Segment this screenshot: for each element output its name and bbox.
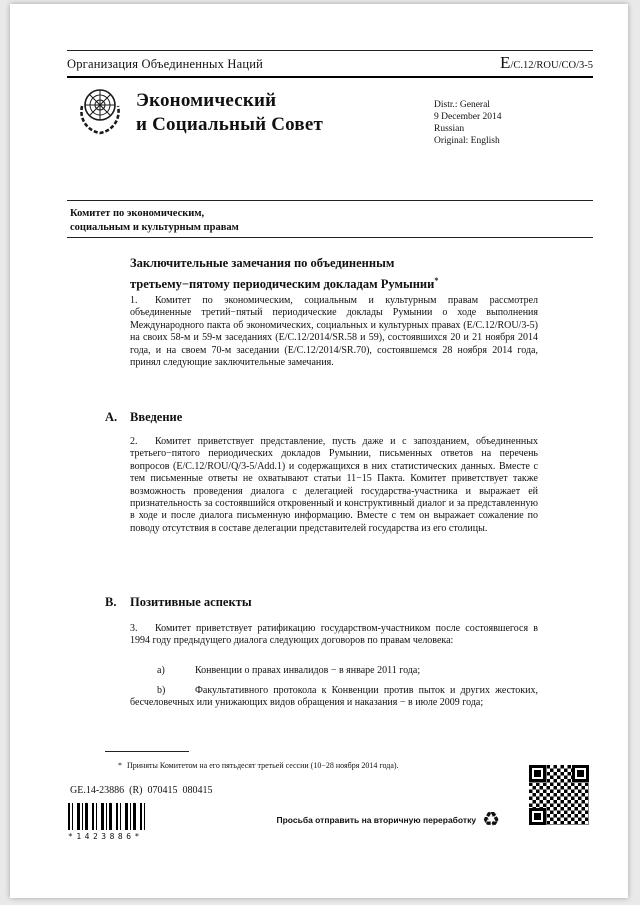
list-item-a (130, 665, 538, 677)
barcode-block (68, 803, 152, 841)
qr-finder-bottom-left (529, 808, 546, 825)
document-title (130, 254, 550, 293)
paragraph-3-number: 3. (130, 623, 138, 634)
qr-code-icon (529, 765, 589, 825)
document-title-line2: третьему−пятому периодическим докладам Румынии* (130, 276, 439, 292)
paragraph-3-text: Комитет приветствует ратификацию государством-участником после состоявшегося в 1994 году предыдущего диалога следующих договоров по правам человека: (130, 623, 538, 647)
council-title (136, 89, 323, 137)
paragraph-1 (130, 295, 538, 369)
date-line: 9 December 2014 (434, 112, 502, 122)
council-title-line1: Экономический (136, 90, 277, 111)
paragraph-3 (130, 623, 538, 648)
document-page (10, 4, 628, 898)
section-b-letter: B. (105, 595, 117, 609)
qr-finder-top-right (572, 765, 589, 782)
barcode-text: *1423886* (68, 832, 143, 841)
distr-line: Distr.: General (434, 100, 490, 110)
committee-name (70, 207, 239, 234)
recycle-notice (250, 810, 500, 830)
footnote-separator-rule (105, 751, 189, 752)
paragraph-1-text: Комитет по экономическим, социальным и культурным правам рассмотрел объединенные третий−пятый периодические доклады Румынии о ходе выполнения Международного пакта об экономических, социальных и культурных правах (E/C.12/ROU/3-5) на своих 58-м и 59-м заседаниях (E/C.12/2014/SR.58 и 59), состоявшихся 20 и 21 ноября 2014 года, и на своем 70-м заседании (E/C.12/2014/SR.70), состоявшемся 28 ноября 2014 года, принял следующие заключительные замечания. (130, 295, 538, 369)
section-b-title: Позитивные аспекты (130, 595, 252, 609)
footnote (105, 761, 550, 771)
committee-bottom-rule (67, 237, 593, 238)
list-item-b-label: b) (157, 685, 166, 696)
qr-finder-top-left (529, 765, 546, 782)
document-header (67, 53, 593, 73)
header-thick-rule (67, 76, 593, 78)
paragraph-2 (130, 436, 538, 535)
list-item-a-label: a) (157, 665, 165, 676)
committee-top-rule (67, 200, 593, 201)
document-title-line1: Заключительные замечания по объединенным (130, 256, 395, 270)
section-a-heading (105, 410, 538, 425)
council-title-line2: и Социальный Совет (136, 114, 324, 135)
document-symbol (500, 53, 593, 73)
paragraph-2-text: Комитет приветствует представление, пусть даже и с запозданием, объединенных третьего−пятого периодических докладов Румынии, письменных ответов на перечень вопросов (E/C.12/ROU/Q/3-5/Add.1) и содержащихся в них статистических данных. Вместе с тем письменные ответы не охватывают статьи 11−15 Пакта. Комитет приветствует также возможность проведения диалога с делегацией государства-участника и выражает ей признательность за состоявшийся откровенный и конструктивный диалог и за представленную в ходе и после диалога письменную информацию. Вместе с тем он выражает сожаление по поводу отсутствия в составе делегации представителей государства из его столицы. (130, 436, 538, 534)
paragraph-1-number: 1. (130, 295, 138, 306)
list-item-b (130, 685, 538, 710)
list-item-b-text: Факультативного протокола к Конвенции против пыток и других жестоких, бесчеловечных или унижающих видов обращения и наказания − в июле 2009 года; (130, 685, 538, 709)
un-emblem-icon (74, 84, 126, 136)
list-item-a-text: Конвенции о правах инвалидов − в январе 2011 года; (195, 665, 421, 676)
section-b-heading (105, 595, 538, 610)
recycle-text: Просьба отправить на вторичную переработку (276, 815, 477, 825)
title-footnote-marker: * (434, 276, 439, 285)
ge-distribution-number: GE.14-23886 (R) 070415 080415 (70, 785, 213, 796)
footnote-text: Приняты Комитетом на его пятьдесят третьей сессии (10−28 ноября 2014 года). (127, 761, 399, 770)
section-a-letter: A. (105, 410, 118, 424)
header-top-rule (67, 50, 593, 51)
section-a-title: Введение (130, 410, 183, 424)
distribution-block (434, 99, 502, 147)
committee-name-line2: социальным и культурным правам (70, 221, 239, 233)
barcode-icon (68, 803, 148, 830)
original-language-line: Original: English (434, 136, 500, 146)
footnote-marker: * (118, 761, 122, 770)
paragraph-2-number: 2. (130, 436, 138, 447)
symbol-rest: /C.12/ROU/CO/3-5 (510, 60, 593, 71)
symbol-letter: E (500, 53, 511, 72)
recycle-icon: ♻ (482, 809, 500, 831)
organization-name: Организация Объединенных Наций (67, 57, 264, 71)
language-line: Russian (434, 124, 465, 134)
committee-name-line1: Комитет по экономическим, (70, 208, 205, 219)
